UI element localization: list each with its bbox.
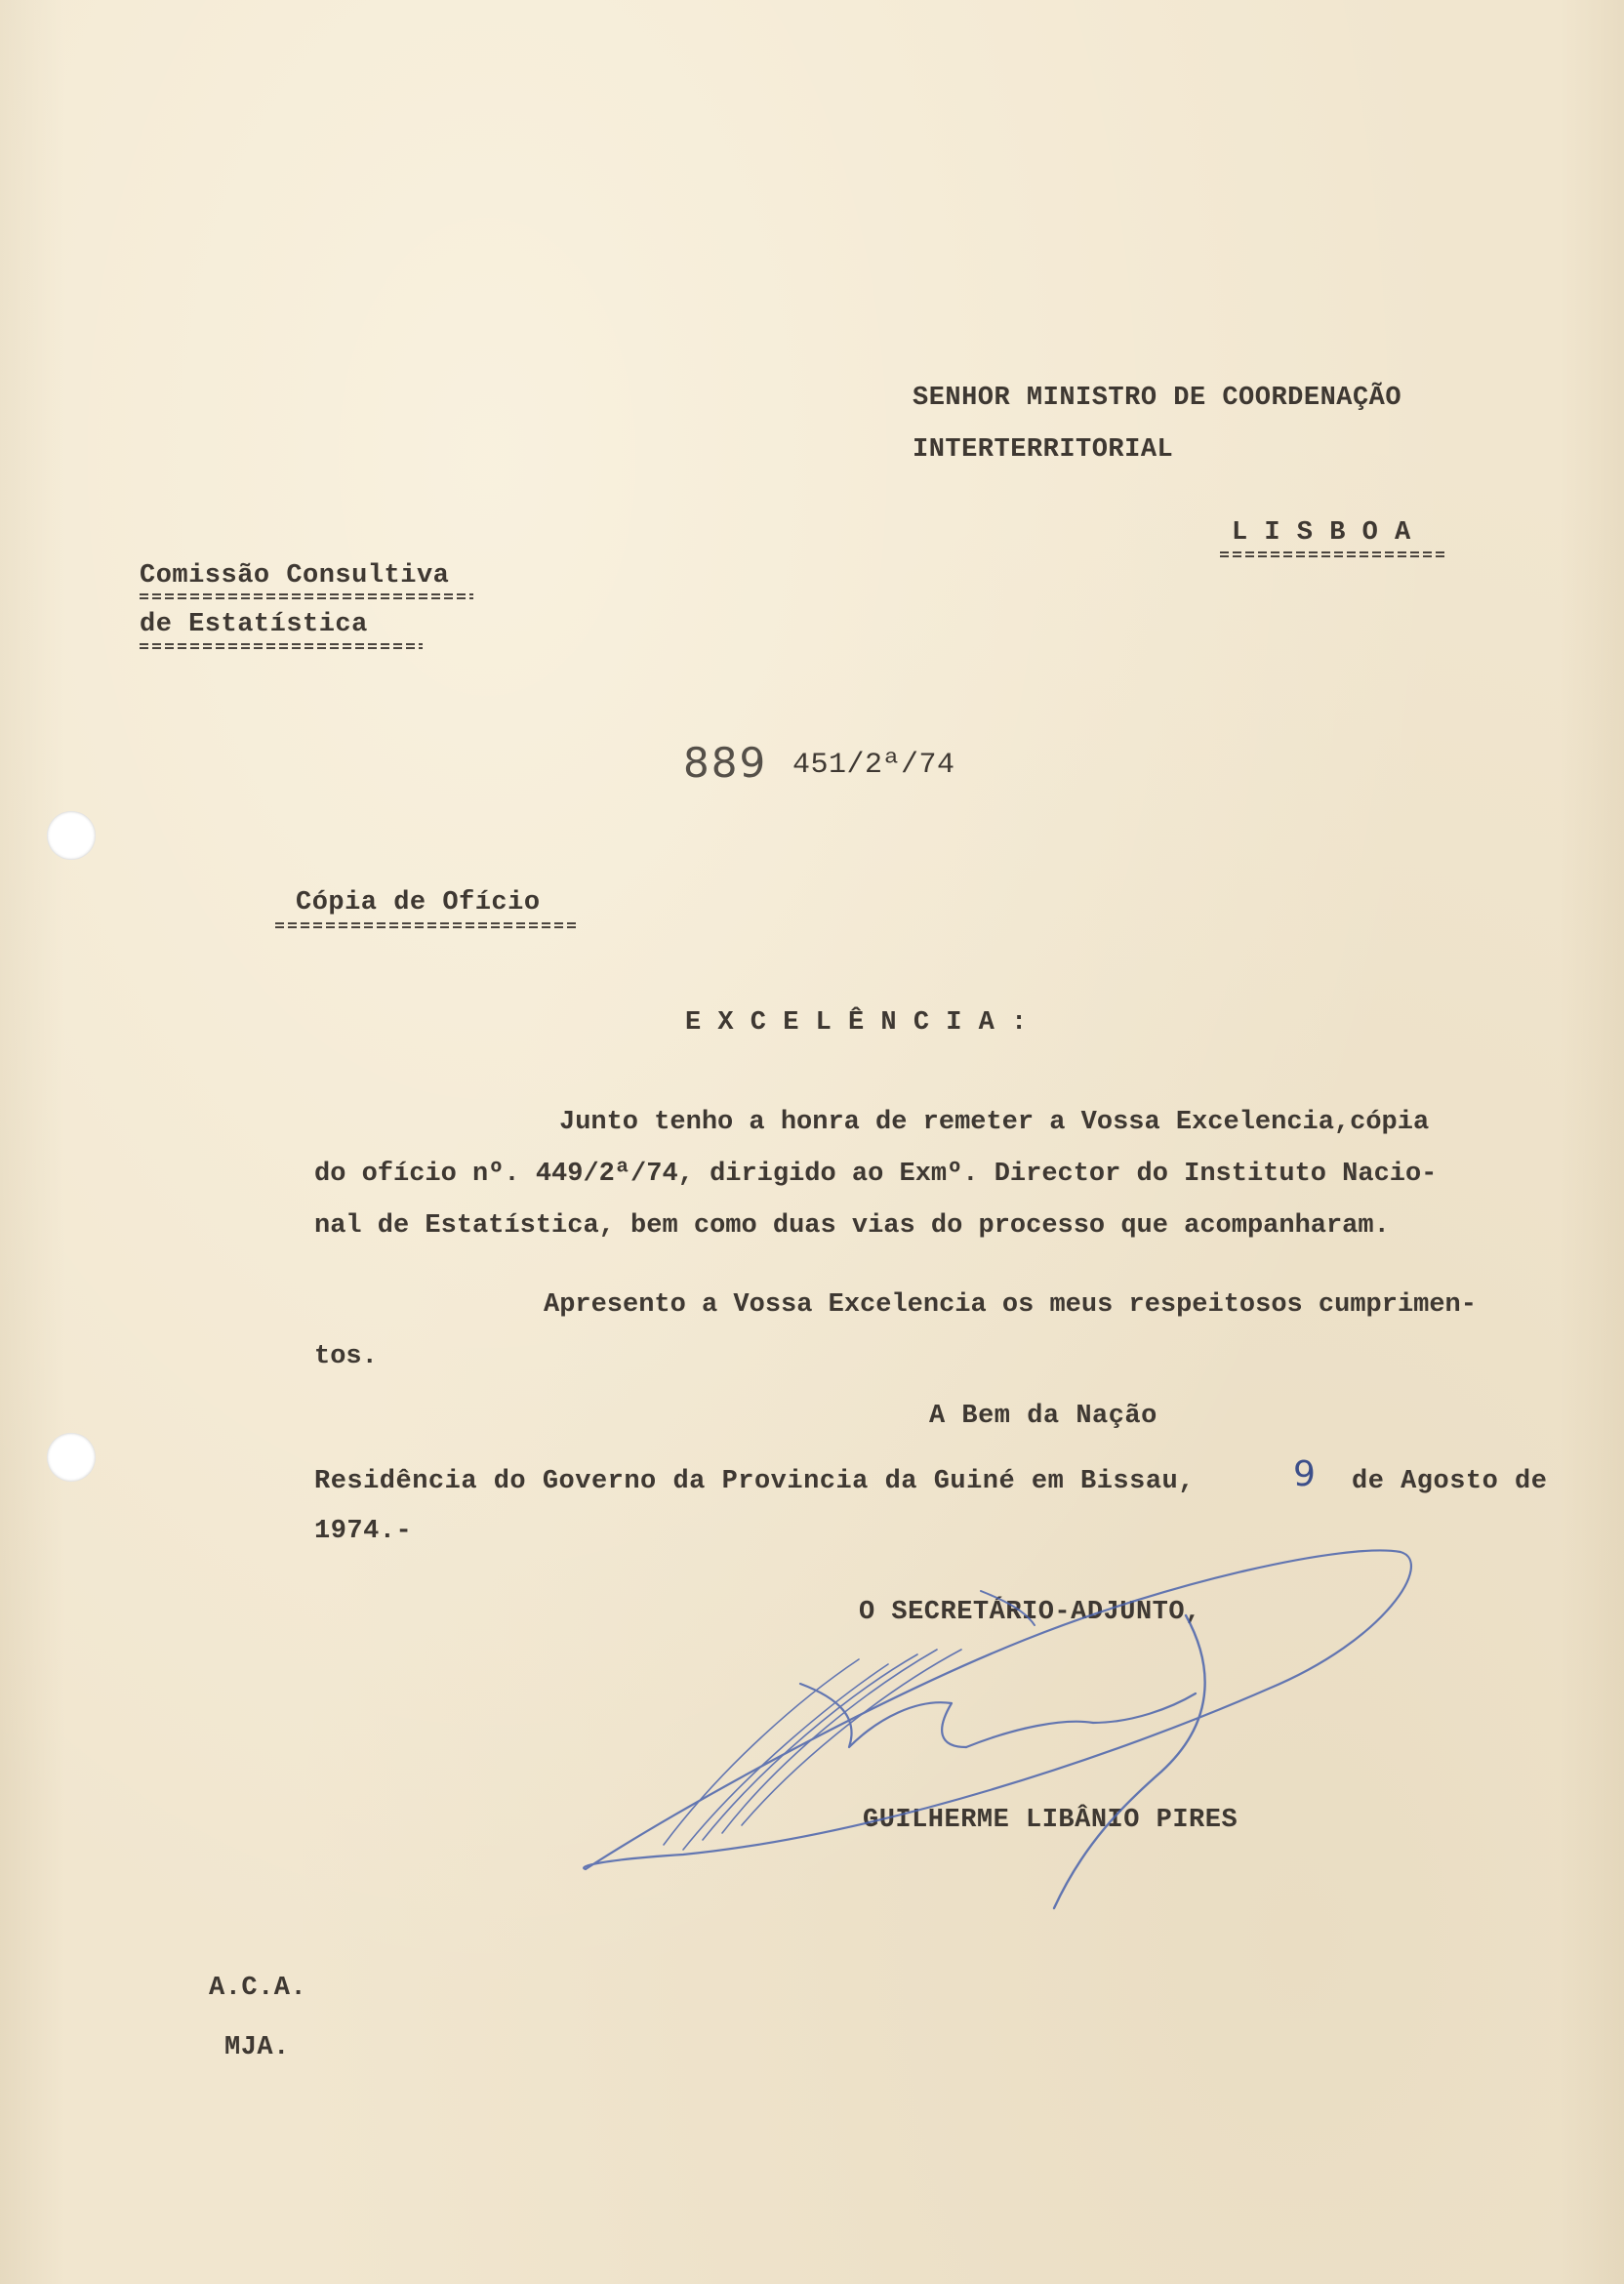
initials-line2: MJA. [224, 2033, 290, 2062]
signatory-title: O SECRETÁRIO-ADJUNTO, [859, 1598, 1201, 1627]
body-p1-line2: do ofício nº. 449/2ª/74, dirigido ao Exmº. Director do Instituto Nacio- [314, 1160, 1438, 1189]
sender-line1: Comissão Consultiva [140, 561, 450, 591]
addressee-city: L I S B O A [1232, 518, 1411, 548]
body-p1-line1: Junto tenho a honra de remeter a Vossa Excelencia,cópia [559, 1108, 1430, 1137]
place-date-day: 9 [1293, 1454, 1316, 1494]
salutation: E X C E L Ê N C I A : [685, 1008, 1028, 1038]
closing: A Bem da Nação [929, 1402, 1157, 1431]
reference-stamp-number: 889 [683, 739, 768, 787]
subject: Cópia de Ofício [296, 888, 541, 918]
addressee-line2: INTERTERRITORIAL [913, 435, 1174, 465]
place-date-suffix: de Agosto de [1352, 1467, 1548, 1496]
initials-line1: A.C.A. [209, 1974, 307, 2003]
addressee-line1: SENHOR MINISTRO DE COORDENAÇÃO [913, 384, 1402, 413]
signatory-name: GUILHERME LIBÂNIO PIRES [863, 1806, 1238, 1835]
body-p1-line3: nal de Estatística, bem como duas vias do processo que acompanharam. [314, 1211, 1390, 1241]
body-p2-line2: tos. [314, 1342, 378, 1371]
place-date-prefix: Residência do Governo da Provincia da Guiné em Bissau, [314, 1467, 1195, 1496]
body-p2-line1: Apresento a Vossa Excelencia os meus respeitosos cumprimen- [544, 1290, 1477, 1320]
place-date-year: 1974.- [314, 1517, 413, 1546]
reference-number: 451/2ª/74 [792, 749, 955, 782]
sender-line2: de Estatística [140, 610, 368, 639]
